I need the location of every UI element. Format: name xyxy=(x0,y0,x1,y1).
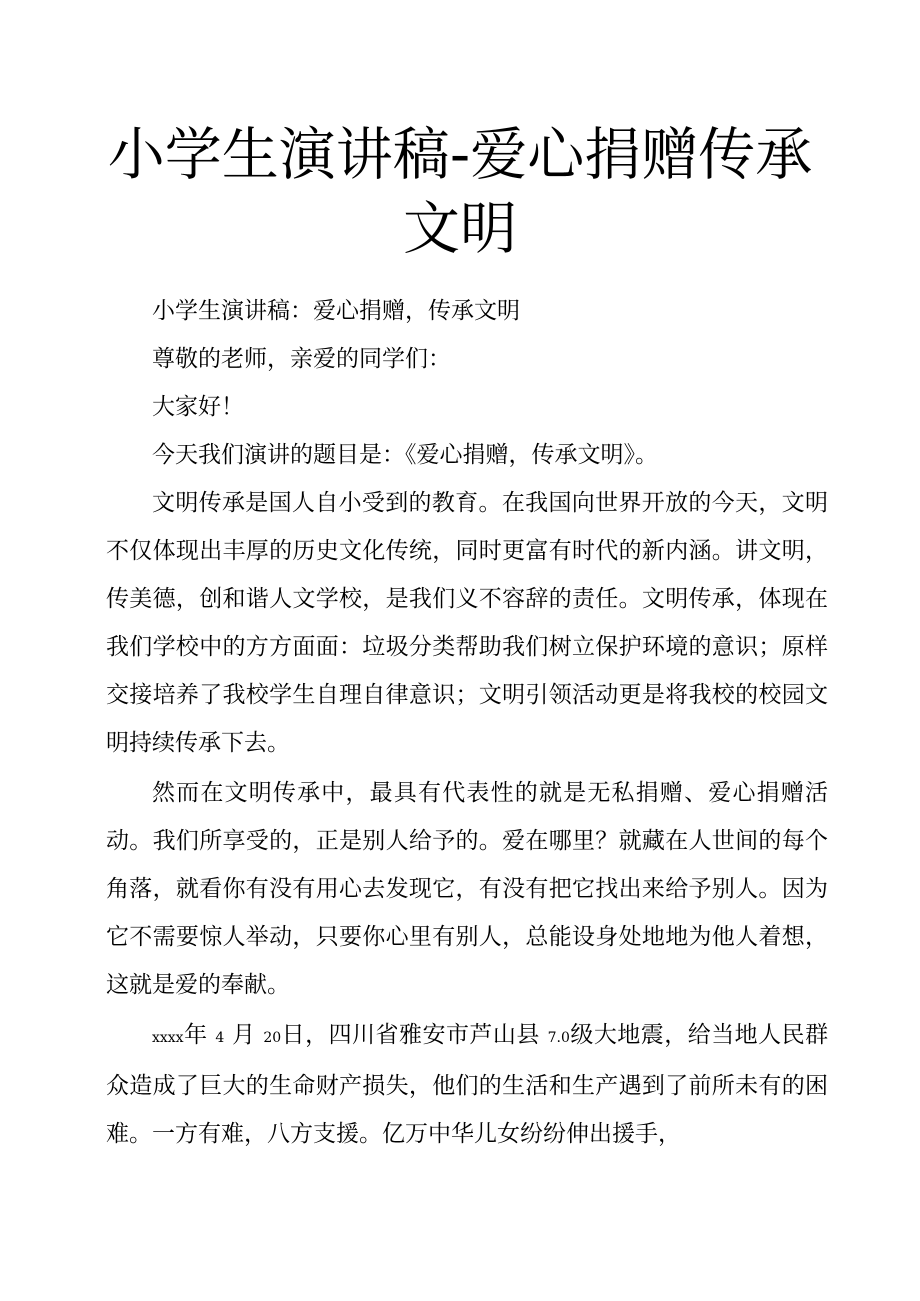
day-text: 20 xyxy=(263,1030,282,1046)
month-text: 4 xyxy=(215,1030,225,1046)
magnitude-text: 7.0 xyxy=(547,1030,570,1046)
paragraph-topic: 今天我们演讲的题目是：《爱心捐赠，传承文明》。 xyxy=(152,442,658,468)
paragraph-subtitle: 小学生演讲稿：爱心捐赠，传承文明 xyxy=(152,298,520,324)
document-body xyxy=(106,287,828,1158)
year-suffix: 年 xyxy=(183,1022,208,1048)
year-text: xxxx xyxy=(152,1030,184,1046)
paragraph-civilization: 文明传承是国人自小受到的教育。在我国向世界开放的今天，文明不仅体现出丰厚的历史文化传统，同时更富有时代的新内涵。讲文明，传美德，创和谐人文学校，是我们义不容辞的责任。文明传承，体现在我们学校中的方方面面：垃圾分类帮助我们树立保护环境的意识；原样交接培养了我校学生自理自律意识；文明引领活动更是将我校的校园文明持续传承下去。 xyxy=(106,490,828,756)
paragraph-greeting: 大家好！ xyxy=(152,394,244,420)
paragraph-earthquake xyxy=(106,1011,828,1158)
paragraph-salutation: 尊敬的老师，亲爱的同学们： xyxy=(152,346,451,372)
document-title: 小学生演讲稿-爱心捐赠传承文明 xyxy=(107,122,813,262)
paragraph-donation: 然而在文明传承中，最具有代表性的就是无私捐赠、爱心捐赠活动。我们所享受的，正是别人给予的。爱在哪里？就藏在人世间的每个角落，就看你有没有用心去发现它，有没有把它找出来给予别人。因为它不需要惊人举动，只要你心里有别人，总能设身处地地为他人着想，这就是爱的奉献。 xyxy=(106,780,828,998)
day-suffix: 日，四川省雅安市芦山县 xyxy=(281,1022,540,1048)
month-suffix: 月 xyxy=(232,1022,256,1048)
earthquake-rest: 级大地震，给当地人民群众造成了巨大的生命财产损失，他们的生活和生产遇到了前所未有的困难。一方有难，八方支援。亿万中华儿女纷纷伸出援手， xyxy=(106,1022,829,1147)
